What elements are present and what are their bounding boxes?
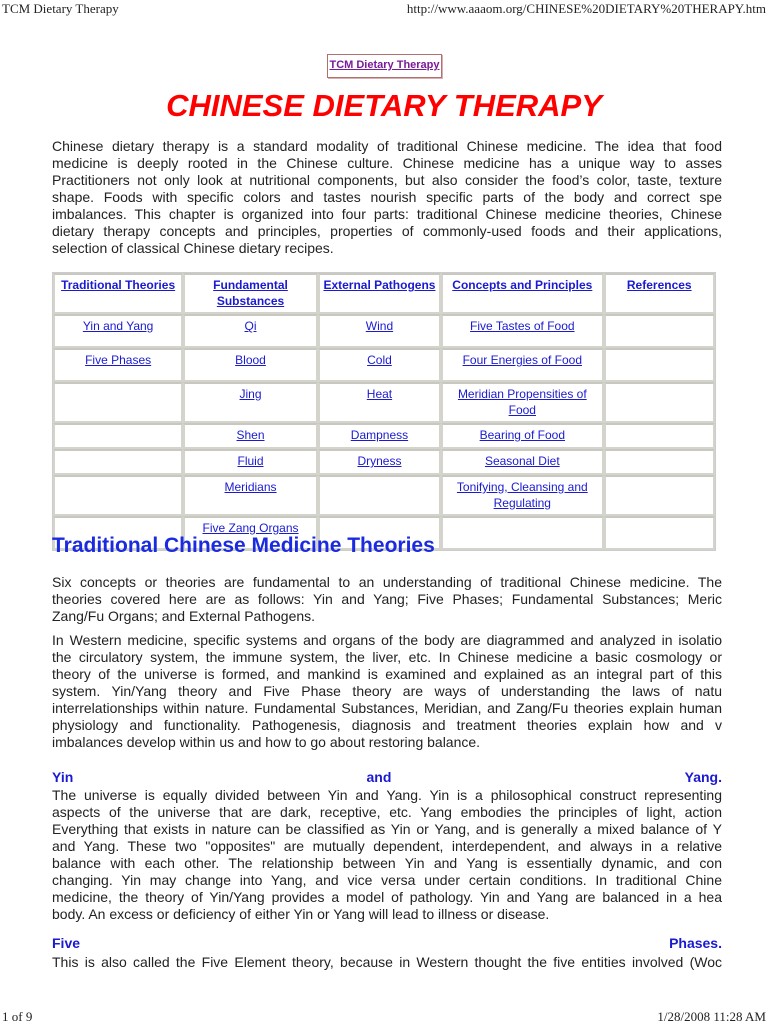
topic-link[interactable]: Qi xyxy=(244,319,257,333)
topic-link[interactable]: Meridians xyxy=(224,480,277,494)
table-cell xyxy=(604,314,716,348)
table-cell xyxy=(183,423,318,449)
topic-link[interactable]: Dampness xyxy=(350,428,409,442)
topic-link[interactable]: Yin and Yang xyxy=(82,319,154,333)
topic-link[interactable]: Fluid xyxy=(237,454,264,468)
table-row xyxy=(53,314,715,348)
paragraph-five-phases xyxy=(52,954,722,971)
table-row xyxy=(53,475,715,516)
table-header-row xyxy=(53,273,715,314)
table-cell xyxy=(604,449,716,475)
print-header-title: TCM Dietary Therapy xyxy=(2,1,119,16)
table-cell xyxy=(604,516,716,550)
table-cell xyxy=(183,348,318,382)
table-row xyxy=(53,423,715,449)
table-row xyxy=(53,382,715,423)
table-cell xyxy=(53,348,183,382)
topic-link[interactable]: Shen xyxy=(236,428,265,442)
text-line: system. Yin/Yang theory and Five Phase theory are ways of understanding the laws of natu xyxy=(52,683,722,699)
column-header xyxy=(604,273,716,314)
table-cell xyxy=(604,475,716,516)
subheading-word: Phases. xyxy=(669,935,722,951)
text-line: Chinese dietary therapy is a standard modality of traditional Chinese medicine. The idea that food xyxy=(52,138,722,154)
table-cell xyxy=(441,382,603,423)
table-cell xyxy=(183,475,318,516)
text-line: the circulatory system, the immune system, the liver, etc. In Chinese medicine a basic cosmology or xyxy=(52,649,722,665)
table-cell xyxy=(183,449,318,475)
column-header xyxy=(53,273,183,314)
text-line: medicine, the theory of Yin/Yang provides a model of pathology. Yin and Yang are balanced in a hea xyxy=(52,889,722,905)
intro-paragraph xyxy=(52,138,722,257)
column-header-link[interactable]: References xyxy=(626,278,692,292)
table-cell xyxy=(441,348,603,382)
table-row xyxy=(53,348,715,382)
text-line: shape. Foods with specific colors and tastes nourish specific parts of the body and correct spe xyxy=(52,189,722,205)
table-cell xyxy=(53,475,183,516)
table-row xyxy=(53,449,715,475)
text-line: balance with each other. The relationship between Yin and Yang is essentially dynamic, and con xyxy=(52,855,722,871)
paragraph-concepts xyxy=(52,574,722,625)
topic-link[interactable]: Five Zang Organs xyxy=(202,521,299,535)
column-header xyxy=(183,273,318,314)
column-header-link[interactable]: External Pathogens xyxy=(323,278,436,292)
text-line: body. An excess or deficiency of either Yin or Yang will lead to illness or disease. xyxy=(52,906,550,922)
text-line: This is also called the Five Element theory, because in Western thought the five entities involved (Woc xyxy=(52,954,722,970)
table-cell xyxy=(604,423,716,449)
topic-link[interactable]: Heat xyxy=(366,387,393,401)
text-line: physiology and functionality. Pathogenesis, diagnosis and treatment theories explain how and v xyxy=(52,717,722,733)
text-line: selection of classical Chinese dietary recipes. xyxy=(52,240,334,256)
paragraph-yin-yang xyxy=(52,787,722,923)
text-line: imbalances. This chapter is organized into four parts: traditional Chinese medicine theories, Chinese xyxy=(52,206,722,222)
column-header xyxy=(318,273,441,314)
table-cell xyxy=(53,423,183,449)
topic-link[interactable]: Jing xyxy=(239,387,262,401)
topic-link[interactable]: Blood xyxy=(235,353,266,367)
table-cell xyxy=(441,314,603,348)
text-line: theory of the universe is formed, and mankind is examined and explained as an integral part of this xyxy=(52,666,722,682)
column-header-link[interactable]: Traditional Theories xyxy=(61,278,176,292)
table-cell xyxy=(318,475,441,516)
text-line: imbalances develop within us and how to go about restoring balance. xyxy=(52,734,481,750)
text-line: medicine is deeply rooted in the Chinese culture. Chinese medicine has a unique way to asses xyxy=(52,155,722,171)
topic-link[interactable]: Cold xyxy=(367,353,392,367)
table-cell xyxy=(183,382,318,423)
nav-link-tcm-dietary-therapy[interactable]: TCM Dietary Therapy xyxy=(329,59,440,71)
text-line: aspects of the universe that are dark, receptive, etc. Yang embodies the principles of light, action xyxy=(52,804,722,820)
topic-link[interactable]: Meridian Propensities of Food xyxy=(457,387,587,417)
table-cell xyxy=(318,449,441,475)
subheading-word: and xyxy=(366,769,392,785)
column-header-link[interactable]: Concepts and Principles xyxy=(452,278,593,292)
topics-table xyxy=(52,272,716,551)
print-footer-page: 1 of 9 xyxy=(2,1009,33,1024)
table-cell xyxy=(53,449,183,475)
print-header-url: http://www.aaaom.org/CHINESE%20DIETARY%20THERAPY.htm xyxy=(406,1,766,16)
subheading-five-phases xyxy=(52,935,722,951)
topic-link[interactable]: Dryness xyxy=(357,454,402,468)
table-cell xyxy=(604,382,716,423)
subheading-word: Yang. xyxy=(684,769,722,785)
text-line: In Western medicine, specific systems and organs of the body are diagrammed and analyzed in isolatio xyxy=(52,632,722,648)
topic-link[interactable]: Four Energies of Food xyxy=(462,353,582,367)
table-cell xyxy=(318,348,441,382)
text-line: dietary therapy concepts and principles, properties of commonly-used foods and their applications, xyxy=(52,223,722,239)
text-line: changing. Yin may change into Yang, and vice versa under certain conditions. In traditional Chine xyxy=(52,872,722,888)
page-title: CHINESE DIETARY THERAPY xyxy=(166,88,602,123)
table-cell xyxy=(441,423,603,449)
column-header xyxy=(441,273,603,314)
table-cell xyxy=(53,382,183,423)
text-line: The universe is equally divided between Yin and Yang. Yin is a philosophical construct representing xyxy=(52,787,722,803)
text-line: Everything that exists in nature can be classified as Yin or Yang, and is generally a mixed balance of Y xyxy=(52,821,722,837)
text-line: Practitioners not only look at nutritional components, but also consider the food’s color, taste, texture xyxy=(52,172,722,188)
paragraph-western-medicine xyxy=(52,632,722,751)
subheading-word: Yin xyxy=(52,769,74,785)
nav-box xyxy=(327,54,442,78)
section-heading: Traditional Chinese Medicine Theories xyxy=(52,534,435,557)
table-cell xyxy=(318,382,441,423)
table-cell xyxy=(441,449,603,475)
topic-link[interactable]: Five Phases xyxy=(85,353,152,367)
text-line: theories covered here are as follows: Yin and Yang; Five Phases; Fundamental Substances; Meric xyxy=(52,591,722,607)
topic-link[interactable]: Bearing of Food xyxy=(479,428,565,442)
subheading-yin-yang xyxy=(52,769,722,785)
topic-link[interactable]: Wind xyxy=(365,319,394,333)
table-cell xyxy=(318,314,441,348)
subheading-word: Five xyxy=(52,935,81,951)
topic-link[interactable]: Seasonal Diet xyxy=(484,454,560,468)
table-cell xyxy=(318,423,441,449)
topic-link[interactable]: Five Tastes of Food xyxy=(470,319,575,333)
table-cell xyxy=(441,475,603,516)
print-footer-datetime: 1/28/2008 11:28 AM xyxy=(657,1009,766,1024)
text-line: Zang/Fu Organs; and External Pathogens. xyxy=(52,608,316,624)
text-line: Six concepts or theories are fundamental to an understanding of traditional Chinese medicine. The xyxy=(52,574,722,590)
text-line: interrelationships within nature. Fundamental Substances, Meridian, and Zang/Fu theories explain human xyxy=(52,700,722,716)
topic-link[interactable]: Tonifying, Cleansing and Regulating xyxy=(456,480,588,510)
text-line: and Yang. These two "opposites" are mutually dependent, interdependent, and always in a relative xyxy=(52,838,722,854)
table-cell xyxy=(604,348,716,382)
table-cell xyxy=(53,314,183,348)
table-cell xyxy=(441,516,603,550)
column-header-link[interactable]: Fundamental Substances xyxy=(213,278,288,308)
table-cell xyxy=(183,314,318,348)
